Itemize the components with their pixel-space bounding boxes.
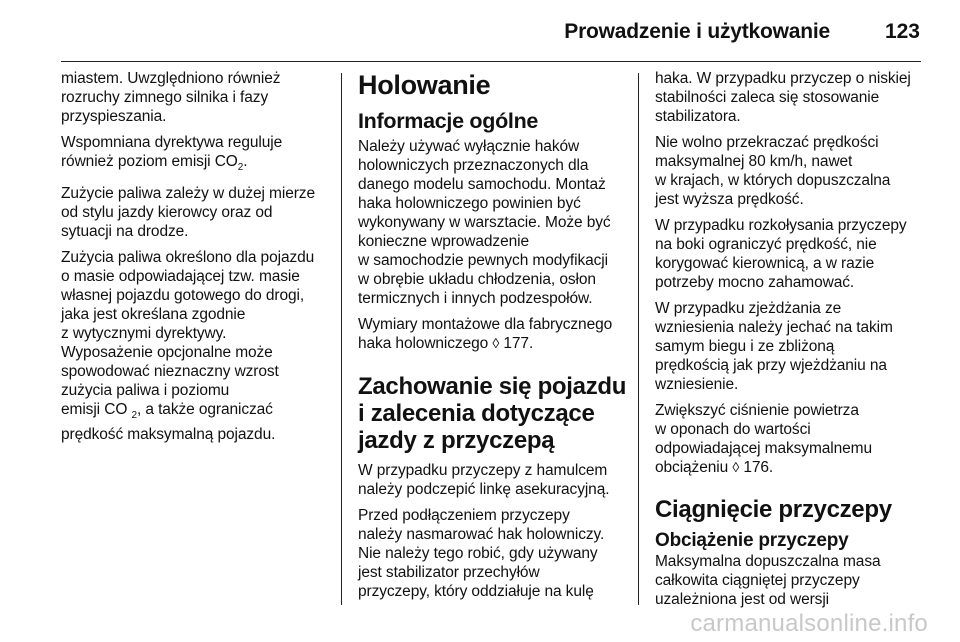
paragraph-tyre-pressure: Zwiększyć ciśnienie powietrza w oponach do wartości odpowiadającej maksymalnemu obciążeniu ◊ 176.	[655, 402, 872, 476]
header-divider	[61, 61, 921, 62]
cross-reference-page[interactable]: 177.	[499, 335, 534, 352]
paragraph-directive-co2: Wspomniana dyrektywa reguluje również poziom emisji $CO_2$.	[61, 134, 283, 174]
paragraph-consumption-mass: Zużycia paliwa określono dla pojazdu o masie odpowiadającej tzw. masie własnej pojazdu gotowego do drogi, jaka jest określana zgodnie z wytycznymi dyrektywy. Wyposażenie opcjonalne może spowodować nieznaczny wzrost zużycia paliwa i poziomu emisji CO $_2$, a także ograniczać prędkość maksymalną pojazdu.	[61, 249, 315, 444]
column-3	[655, 69, 925, 616]
paragraph-driving-style: Zużycie paliwa zależy w dużej mierze od stylu jazdy kierowcy oraz od sytuacji na drodze.	[61, 185, 315, 241]
paragraph-breakaway-cable: W przypadku przyczepy z hamulcem należy podczepić linkę asekuracyjną.	[358, 462, 610, 498]
paragraph-downhill: W przypadku zjeżdżania ze wzniesienia należy jechać na takim samym biegu i ze zbliżoną prędkością jak przy wjeżdżaniu na wzniesienie.	[655, 300, 893, 393]
paragraph-sway: W przypadku rozkołysania przyczepy na boki ograniczyć prędkość, nie korygować kierownicą, a w razie potrzeby mocno zahamować.	[655, 217, 907, 291]
page-number: 123	[884, 20, 920, 43]
column-2	[358, 69, 626, 608]
subheading-general-info: Informacje ogólne	[358, 109, 539, 133]
subheading-trailer-driving: Zachowanie się pojazdu i zalecenia dotyczące jazdy z przyczepą	[358, 373, 627, 454]
cross-reference-arrow-icon[interactable]: ◊	[732, 459, 740, 475]
paragraph-lubricate-hook: Przed podłączeniem przyczepy należy nasmarować hak holowniczy. Nie należy tego robić, gdy używany jest stabilizator przechyłów przyczepy, który oddziałuje na kulę	[358, 507, 605, 600]
paragraph-mounting-dimensions: Wymiary montażowe dla fabrycznego haka holowniczego ◊ 177.	[358, 316, 613, 352]
column-1	[61, 69, 333, 451]
paragraph-tow-hooks: Należy używać wyłącznie haków holowniczych przeznaczonych dla danego modelu samochodu. Montaż haka holowniczego powinien być wykonywany w warsztacie. Może być konieczne wprowadzenie w samochodzie pewnych modyfikacji w obrębie układu chłodzenia, osłon termicznych i innych podzespołów.	[358, 138, 611, 307]
watermark: carmanualsonline.info	[690, 610, 928, 637]
column-divider-1	[341, 73, 342, 605]
cross-reference-arrow-icon[interactable]: ◊	[492, 335, 500, 351]
section-heading-trailer-towing: Ciągnięcie przyczepy	[655, 496, 892, 523]
section-heading-towing: Holowanie	[358, 70, 491, 100]
page-header-title: Prowadzenie i użytkowanie	[564, 20, 830, 43]
paragraph-cold-start: miastem. Uwzględniono również rozruchy zimnego silnika i fazy przyspieszania.	[61, 70, 281, 125]
subheading-trailer-load: Obciążenie przyczepy	[655, 530, 849, 551]
cross-reference-page[interactable]: 176.	[739, 459, 774, 476]
paragraph-speed-limit: Nie wolno przekraczać prędkości maksymalnej 80 km/h, nawet w krajach, w których dopuszczalna jest wyższa prędkość.	[655, 134, 891, 208]
paragraph-max-trailer-mass: Maksymalna dopuszczalna masa całkowita ciągniętej przyczepy uzależniona jest od wersji	[655, 553, 881, 608]
paragraph-stabilizer: haka. W przypadku przyczep o niskiej stabilności zaleca się stosowanie stabilizatora.	[655, 70, 911, 125]
column-divider-2	[638, 73, 639, 605]
